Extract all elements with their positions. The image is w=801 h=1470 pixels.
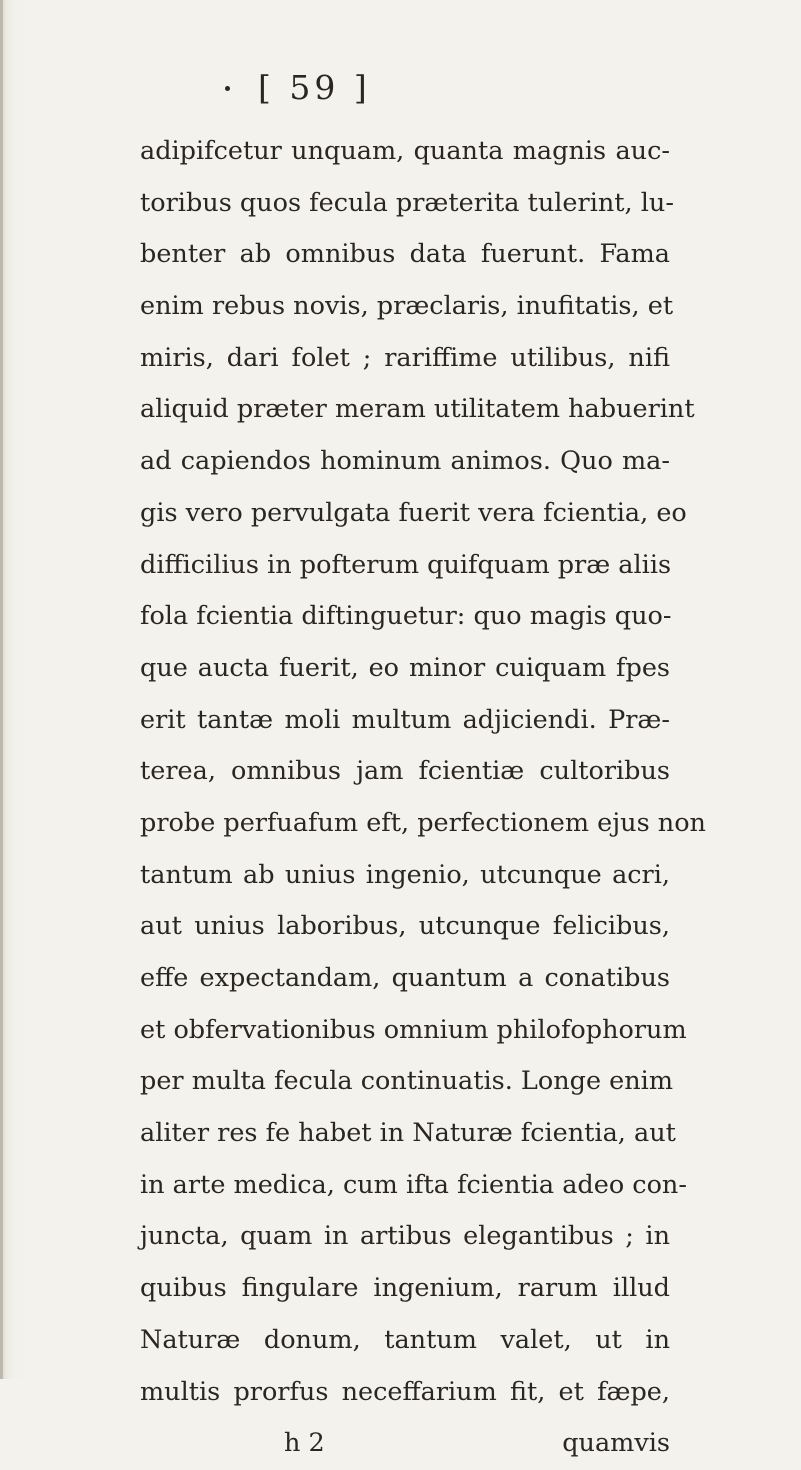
footer-line [140,1418,670,1470]
page-header [0,68,801,108]
text-line: adipifcetur unquam, quanta magnis auc- [140,136,670,166]
text-line: fola fcientia diftinguetur: quo magis quo- [140,601,672,632]
catchword: quamvis [562,1428,670,1459]
text-line: ad capiendos hominum animos. Quo ma- [140,446,670,477]
text-line: aliquid præter meram utilitatem habuerint [140,394,695,425]
text-line: effe expectandam, quantum a conatibus [140,963,670,993]
text-line: difficilius in pofterum quifquam præ aliis [140,549,672,580]
header-dot [225,86,230,91]
text-line: aut unius laboribus, utcunque felicibus, [140,911,670,942]
text-line: terea, omnibus jam fcientiæ cultoribus [140,756,670,787]
text-line: et obfervationibus omnium philofophorum [140,1014,687,1045]
text-line: quibus fingulare ingenium, rarum illud [140,1273,670,1304]
text-line: tantum ab unius ingenio, utcunque acri, [140,859,670,890]
text-line: erit tantæ moli multum adjiciendi. Præ- [140,704,670,735]
text-line: Naturæ donum, tantum valet, ut in [140,1324,670,1355]
text-line: multis prorfus neceffarium fit, et fæpe, [140,1376,670,1407]
text-line: benter ab omnibus data fuerunt. Fama [140,239,670,270]
binding-edge [0,0,3,1379]
text-line: toribus quos fecula præterita tulerint, lu- [140,187,674,218]
text-line: in arte medica, cum ifta fcientia adeo con- [140,1169,687,1200]
text-line: juncta, quam in artibus elegantibus ; in [140,1221,670,1252]
text-line: aliter res fe habet in Naturæ fcientia, aut [140,1118,676,1149]
body-text [140,126,706,1470]
text-line: per multa fecula continuatis. Longe enim [140,1066,674,1097]
signature-mark: h 2 [284,1428,325,1459]
text-line: gis vero pervulgata fuerit vera fcientia, eo [140,497,687,528]
text-line: enim rebus novis, præclaris, inufitatis, et [140,291,674,322]
text-line: que aucta fuerit, eo minor cuiquam fpes [140,652,670,683]
text-line: miris, dari folet ; rariffime utilibus, nifi [140,342,670,373]
page-number: [ 59 ] [258,68,371,107]
text-line: probe perfuafum eft, perfectionem ejus non [140,807,706,838]
